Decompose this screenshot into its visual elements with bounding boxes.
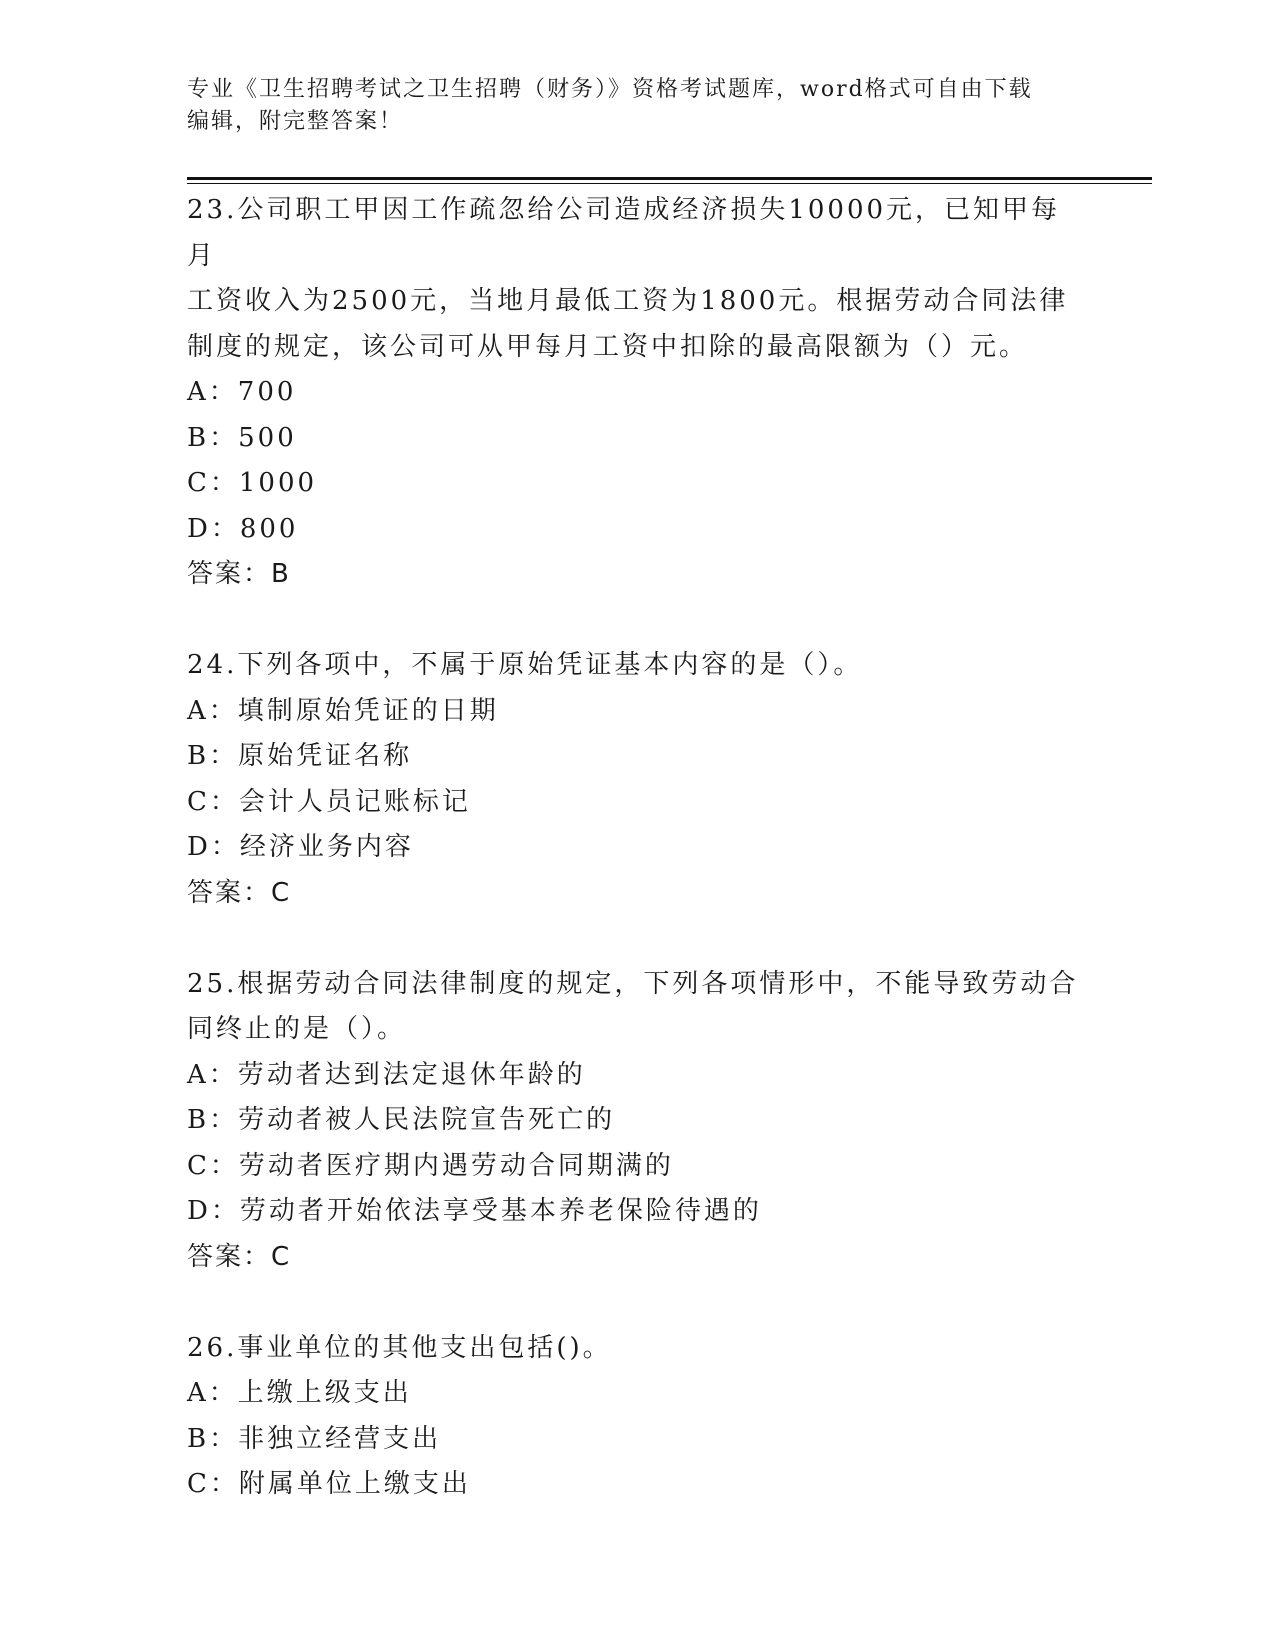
question-24: [187, 643, 1087, 916]
question-25: [187, 962, 1087, 1281]
stem-line: 24.下列各项中，不属于原始凭证基本内容的是（）。: [187, 650, 863, 680]
header-line-2: 编辑，附完整答案！: [187, 109, 404, 134]
stem-line: 26.事业单位的其他支出包括()。: [187, 1332, 612, 1363]
option-c: C：劳动者医疗期内遇劳动合同期满的: [187, 1150, 674, 1181]
option-a: A：劳动者达到法定退休年龄的: [187, 1059, 586, 1090]
question-spacer: [187, 598, 1087, 644]
option-c: C：附属单位上缴支出: [187, 1469, 471, 1499]
option-b: B：劳动者被人民法院宣告死亡的: [187, 1105, 616, 1135]
option-d: D：经济业务内容: [187, 832, 414, 862]
question-23: [187, 188, 1087, 598]
question-26: [187, 1326, 1087, 1508]
option-c: C：会计人员记账标记: [187, 786, 471, 817]
answer-line: 答案：C: [187, 1241, 292, 1272]
stem-line: 25.根据劳动合同法律制度的规定，下列各项情形中，不能导致劳动合: [187, 968, 1079, 999]
question-spacer: [187, 1280, 1087, 1326]
stem-line: 工资收入为2500元，当地月最低工资为1800元。根据劳动合同法律: [187, 286, 1069, 316]
option-a: A：上缴上级支出: [187, 1378, 412, 1408]
option-a: A：700: [187, 377, 297, 407]
option-b: B：原始凭证名称: [187, 741, 413, 771]
stem-line: 23.公司职工甲因工作疏忽给公司造成经济损失10000元，已知甲每月: [187, 195, 1061, 271]
question-stem: [187, 1326, 1087, 1372]
option-d: D：劳动者开始依法享受基本养老保险待遇的: [187, 1196, 762, 1226]
option-a: A：填制原始凭证的日期: [187, 695, 499, 726]
stem-line: 同终止的是（）。: [187, 1014, 407, 1044]
answer-line: 答案：B: [187, 559, 291, 589]
option-b: B：非独立经营支出: [187, 1423, 442, 1454]
header-divider-thick: [187, 177, 1152, 180]
header-divider-thin: [187, 183, 1152, 184]
answer-line: 答案：C: [187, 877, 292, 908]
question-stem: [187, 188, 1087, 370]
option-c: C：1000: [187, 468, 318, 498]
question-stem: [187, 643, 1087, 689]
stem-line: 制度的规定，该公司可从甲每月工资中扣除的最高限额为（）元。: [187, 331, 1029, 362]
header-line-1: 专业《卫生招聘考试之卫生招聘（财务）》资格考试题库，word格式可自由下载: [187, 77, 1033, 102]
question-spacer: [187, 916, 1087, 962]
question-list: [187, 188, 1087, 1508]
option-d: D：800: [187, 513, 299, 544]
question-stem: [187, 962, 1087, 1053]
option-b: B：500: [187, 422, 297, 453]
document-header: [187, 74, 1087, 138]
